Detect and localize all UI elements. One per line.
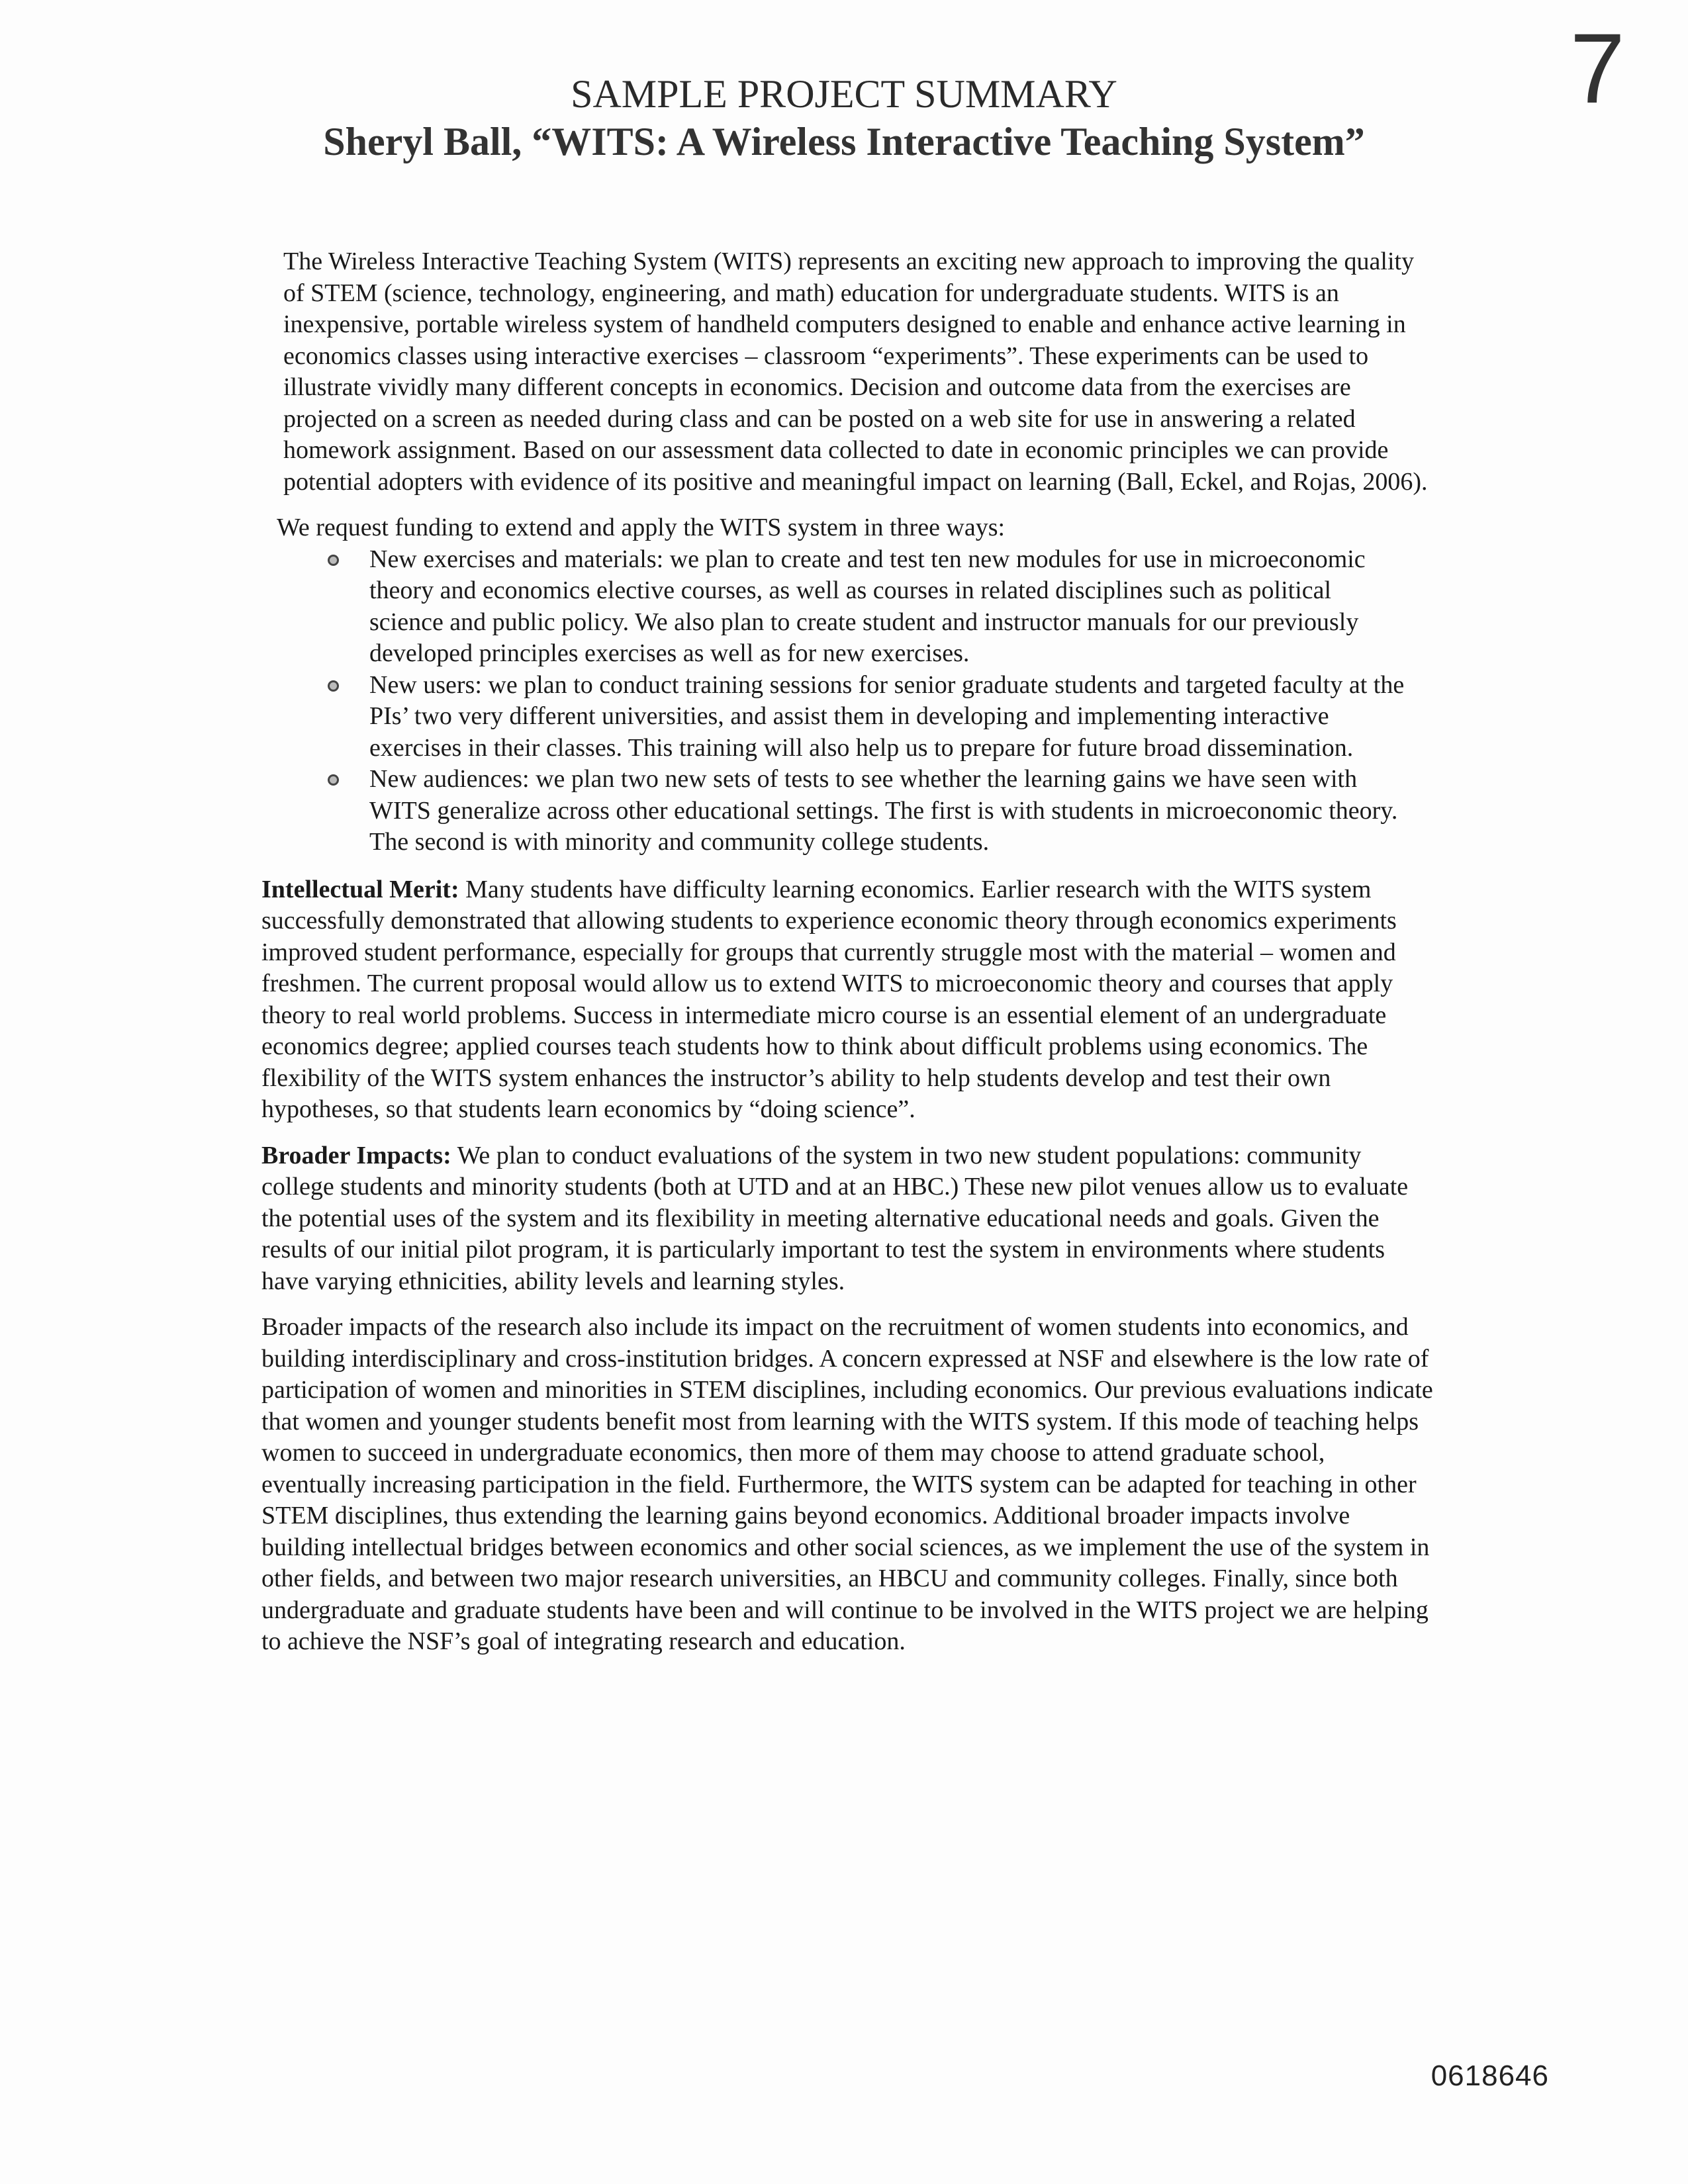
list-item bbox=[369, 764, 1433, 858]
document-body bbox=[261, 246, 1433, 1672]
request-lead-paragraph: We request funding to extend and apply the WITS system in three ways: bbox=[277, 514, 1006, 541]
document-title: SAMPLE PROJECT SUMMARY bbox=[571, 72, 1117, 116]
ways-list bbox=[261, 544, 1433, 858]
list-item-text: New audiences: we plan two new sets of tests to see whether the learning gains we have seen with WITS generalize across other educational settings. The first is with students in microeconomic theory. The second is with minority and community college students. bbox=[369, 765, 1398, 856]
broader-impacts-label: Broader Impacts: bbox=[261, 1141, 451, 1169]
intellectual-merit-paragraph bbox=[261, 874, 1433, 1126]
bullet-icon bbox=[328, 680, 339, 692]
broader-impacts-paragraph bbox=[261, 1140, 1433, 1298]
list-item-text: New exercises and materials: we plan to create and test ten new modules for use in microeconomic theory and economics elective courses, as well as courses in related disciplines such as political science and public policy. We also plan to create student and instructor manuals for our previously developed principles exercises as well as for new exercises. bbox=[369, 545, 1366, 667]
document-id: 0618646 bbox=[1430, 2060, 1549, 2092]
list-item-text: New users: we plan to conduct training sessions for senior graduate students and targeted faculty at the PIs’ two very different universities, and assist them in developing and implementing interactive exercises in their classes. This training will also help us to prepare for future broad dissemination. bbox=[369, 670, 1405, 762]
intro-paragraph: The Wireless Interactive Teaching System (WITS) represents an exciting new approach to improving the quality of STEM (science, technology, engineering, and math) education for undergraduate students. WITS is an inexpensive, portable wireless system of handheld computers designed to enable and enhance active learning in economics classes using interactive exercises – classroom “experiments”. These experiments can be used to illustrate vividly many different concepts in economics. Decision and outcome data from the exercises are projected on a screen as needed during class and can be posted on a web site for use in answering a related homework assignment. Based on our assessment data collected to date in economic principles we can provide potential adopters with evidence of its positive and meaningful impact on learning (Ball, Eckel, and Rojas, 2006). bbox=[283, 248, 1428, 496]
intellectual-merit-label: Intellectual Merit: bbox=[261, 875, 459, 903]
broader-impacts-text: We plan to conduct evaluations of the system in two new student populations: community college students and minority students (both at UTD and at an HBC.) These new pilot venues allow us to evaluate the potential uses of the system and its flexibility in meeting alternative educational needs and goals. Given the results of our initial pilot program, it is particularly important to test the system in environments where students have varying ethnicities, ability levels and learning styles. bbox=[261, 1141, 1409, 1295]
list-item bbox=[369, 670, 1433, 764]
list-item bbox=[369, 544, 1433, 670]
broader-impacts-more-paragraph: Broader impacts of the research also include its impact on the recruitment of women students into economics, and building interdisciplinary and cross-institution bridges. A concern expressed at NSF and elsewhere is the low rate of participation of women and minorities in STEM disciplines, including economics. Our previous evaluations indicate that women and younger students benefit most from learning with the WITS system. If this mode of teaching helps women to succeed in undergraduate economics, then more of them may choose to attend graduate school, eventually increasing participation in the field. Furthermore, the WITS system can be adapted for teaching in other STEM disciplines, thus extending the learning gains beyond economics. Additional broader impacts involve building intellectual bridges between economics and other social sciences, as we implement the use of the system in other fields, and between two major research universities, an HBCU and community colleges. Finally, since both undergraduate and graduate students have been and will continue to be involved in the WITS project we are helping to achieve the NSF’s goal of integrating research and education. bbox=[261, 1313, 1433, 1655]
bullet-icon bbox=[328, 555, 339, 566]
page-number: 7 bbox=[1570, 13, 1625, 124]
intellectual-merit-text: Many students have difficulty learning economics. Earlier research with the WITS system successfully demonstrated that allowing students to experience economic theory through economics experiments improved student performance, especially for groups that currently struggle most with the material – women and freshmen. The current proposal would allow us to extend WITS to microeconomic theory and courses that apply theory to real world problems. Success in intermediate micro course is an essential element of an undergraduate economics degree; applied courses teach students how to think about difficult problems using economics. The flexibility of the WITS system enhances the instructor’s ability to help students develop and test their own hypotheses, so that students learn economics by “doing science”. bbox=[261, 875, 1397, 1123]
document-subtitle: Sheryl Ball, “WITS: A Wireless Interactive Teaching System” bbox=[323, 120, 1365, 163]
bullet-icon bbox=[328, 774, 339, 786]
